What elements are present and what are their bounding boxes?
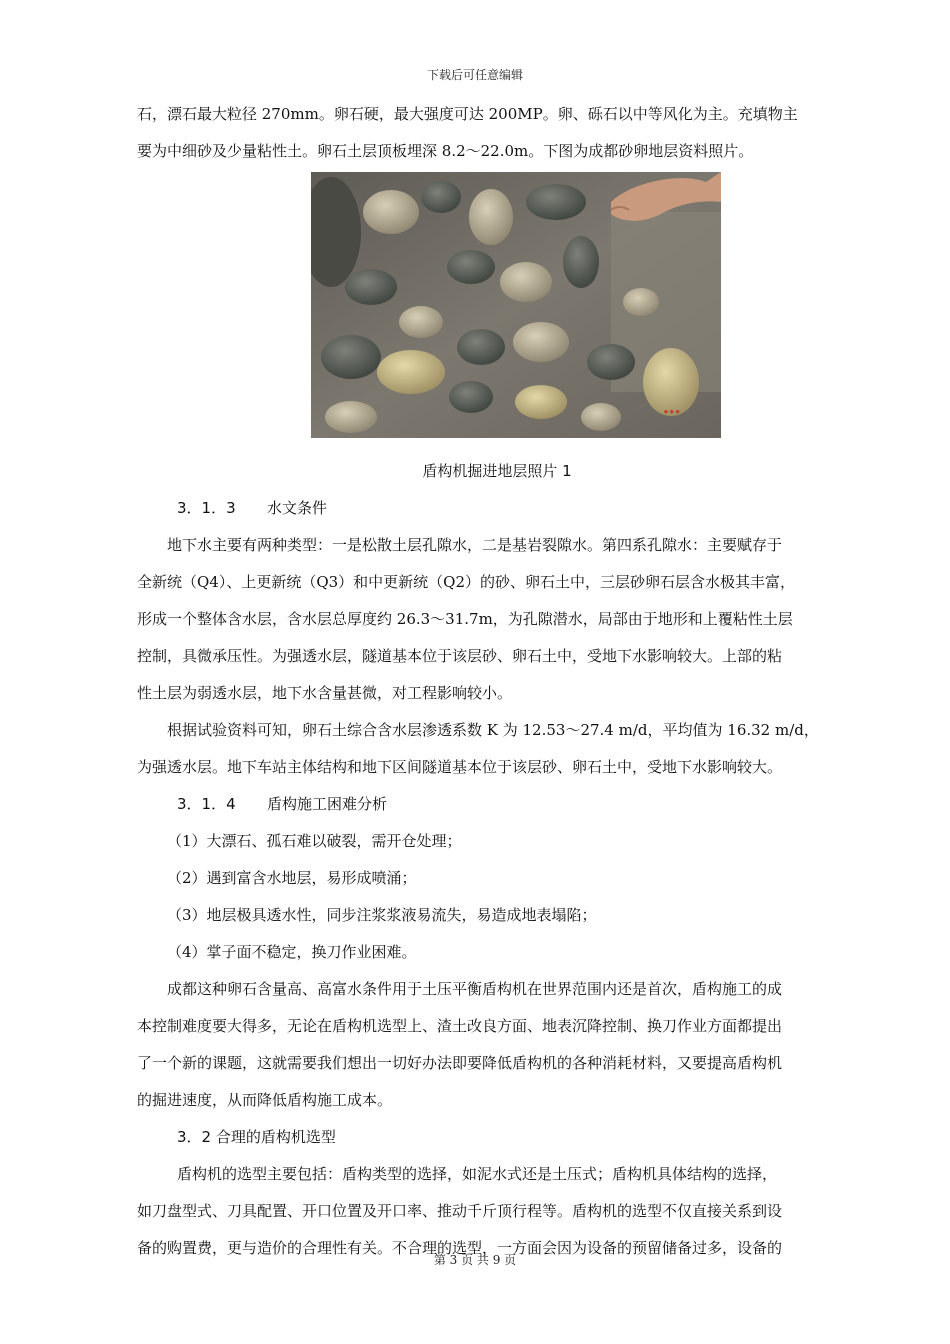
text-line: 根据试验资料可知，卵石土综合含水层渗透系数 K 为 12.53～27.4 m/d，平均值为 16.32 m/d， [167,721,819,739]
section-title: 盾构施工困难分析 [267,795,388,813]
list-item: （3）地层极具透水性，同步注浆浆液易流失，易造成地表塌陷； [167,906,597,924]
text-line: 要为中细砂及少量粘性土。卵石土层顶板埋深 8.2～22.0m。下图为成都砂卵地层资料照片。 [137,142,754,160]
list-item: （4）掌子面不稳定，换刀作业困难。 [167,943,417,961]
section-heading-3-2: 3．2 合理的盾构机选型 [177,1128,336,1146]
text-line: 控制，具微承压性。为强透水层，隧道基本位于该层砂、卵石土中，受地下水影响较大。上部的粘 [137,647,783,665]
section-heading-3-1-4 [137,786,857,823]
figure-caption: 盾构机掘进地层照片 1 [422,462,572,480]
page-footer: 第 3 页 共 9 页 [433,1253,517,1267]
text-line: 形成一个整体含水层，含水层总厚度约 26.3～31.7m，为孔隙潜水，局部由于地形和上覆粘性土层 [137,610,793,628]
section-title: 水文条件 [267,499,328,517]
text-line: 如刀盘型式、刀具配置、开口位置及开口率、推动千斤顶行程等。盾构机的选型不仅直接关系到设 [137,1202,783,1220]
figure [137,170,857,453]
section-number: 3．1．4 [177,795,236,813]
text-line: 成都这种卵石含量高、高富水条件用于土压平衡盾构机在世界范围内还是首次，盾构施工的成 [167,980,783,998]
text-line: 了一个新的课题，这就需要我们想出一切好办法即要降低盾构机的各种消耗材料，又要提高盾构机 [137,1054,783,1072]
text-line: 全新统（Q4）、上更新统（Q3）和中更新统（Q2）的砂、卵石土中，三层砂卵石层含水极其丰富， [137,573,796,591]
text-line: 本控制难度要大得多，无论在盾构机选型上、渣土改良方面、地表沉降控制、换刀作业方面都提出 [137,1017,783,1035]
text-line: 为强透水层。地下车站主体结构和地下区间隧道基本位于该层砂、卵石土中，受地下水影响较大。 [137,758,783,776]
text-line: 盾构机的选型主要包括：盾构类型的选择，如泥水式还是土压式；盾构机具体结构的选择， [177,1165,778,1183]
document-body [137,96,857,1267]
svg-text:⁕⁕⁕: ⁕⁕⁕ [663,408,681,416]
text-line: 地下水主要有两种类型：一是松散土层孔隙水，二是基岩裂隙水。第四系孔隙水：主要赋存于 [167,536,783,554]
section-number: 3．1．3 [177,499,236,517]
text-line: 备的购置费，更与造价的合理性有关。不合理的选型，一方面会因为设备的预留储备过多，设备的 [137,1239,783,1257]
page-header: 下载后可任意编辑 [426,68,523,82]
list-item: （2）遇到富含水地层，易形成喷涌； [167,869,417,887]
section-heading-3-1-3 [137,490,857,527]
text-line: 石，漂石最大粒径 270mm。卵石硬，最大强度可达 200MP。卵、砾石以中等风化为主。充填物主 [137,105,798,123]
text-line: 性土层为弱透水层，地下水含量甚微，对工程影响较小。 [137,684,513,702]
text-line: 的掘进速度，从而降低盾构施工成本。 [137,1091,393,1109]
gravel-stratum-photo [311,172,721,438]
list-item: （1）大漂石、孤石难以破裂，需开仓处理； [167,832,462,850]
